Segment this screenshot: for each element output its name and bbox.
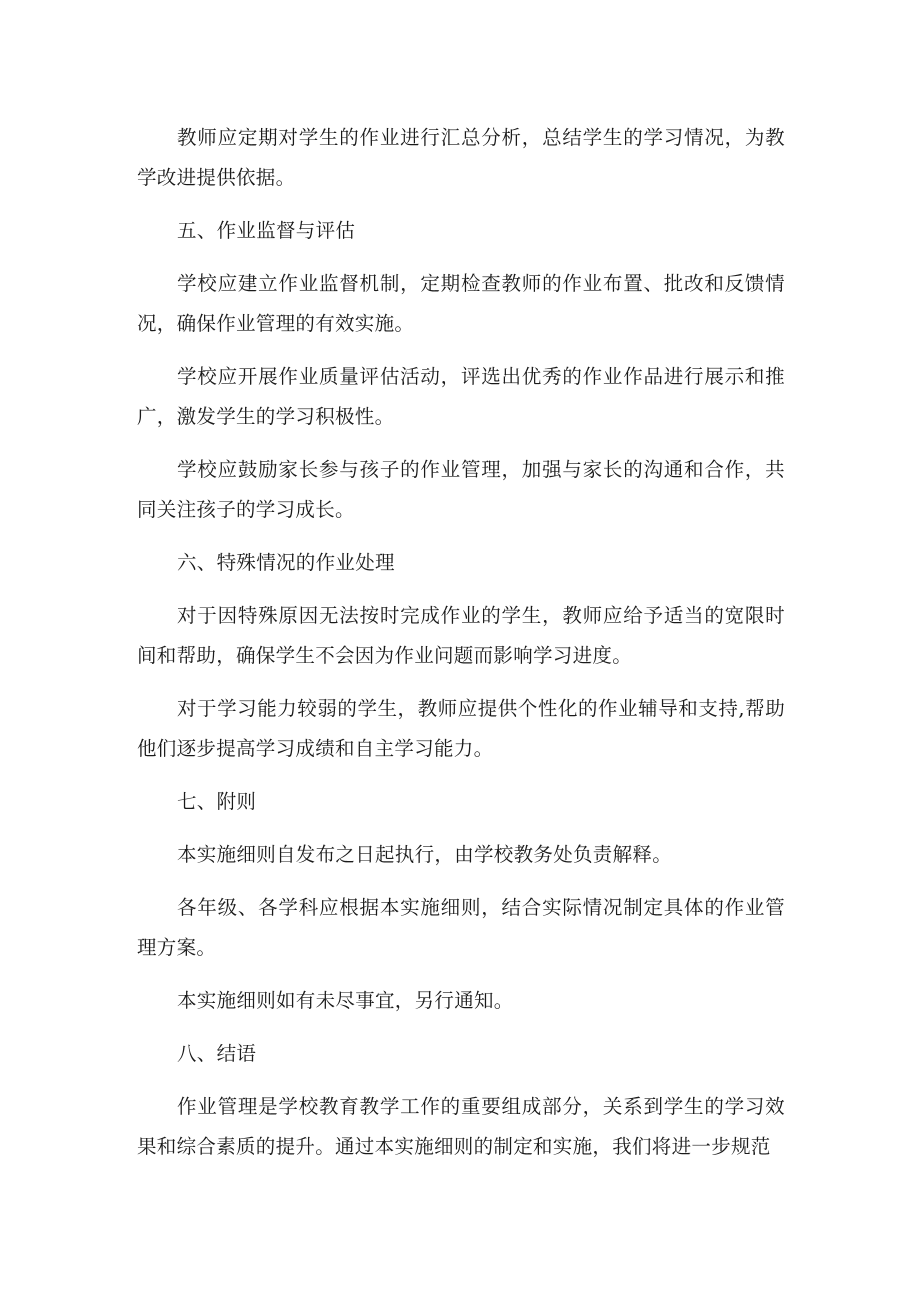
para-grade-plans: 各年级、各学科应根据本实施细则，结合实际情况制定具体的作业管理方案。 <box>137 896 785 959</box>
heading-section-7: 七、附则 <box>177 790 257 813</box>
para-conclusion: 作业管理是学校教育教学工作的重要组成部分，关系到学生的学习效果和综合素质的提升。通过本实施细则的制定和实施，我们将进一步规范 <box>137 1095 785 1158</box>
para-quality-evaluation: 学校应开展作业质量评估活动，评选出优秀的作业作品进行展示和推广，激发学生的学习积极性。 <box>137 365 785 428</box>
para-weak-students: 对于学习能力较弱的学生，教师应提供个性化的作业辅导和支持,帮助他们逐步提高学习成绩和自主学习能力。 <box>137 697 785 760</box>
para-other-matters: 本实施细则如有未尽事宜，另行通知。 <box>177 989 514 1012</box>
para-effective-date: 本实施细则自发布之日起执行，由学校教务处负责解释。 <box>177 843 673 866</box>
heading-section-6: 六、特殊情况的作业处理 <box>177 551 395 574</box>
heading-section-5: 五、作业监督与评估 <box>177 219 356 242</box>
para-special-reasons: 对于因特殊原因无法按时完成作业的学生，教师应给予适当的宽限时间和帮助，确保学生不会因为作业问题而影响学习进度。 <box>137 604 785 667</box>
para-summary-analysis: 教师应定期对学生的作业进行汇总分析，总结学生的学习情况，为教学改进提供依据。 <box>137 126 785 189</box>
para-parent-involvement: 学校应鼓励家长参与孩子的作业管理，加强与家长的沟通和合作，共同关注孩子的学习成长。 <box>137 458 785 521</box>
document-body <box>137 118 785 1180</box>
heading-section-8: 八、结语 <box>177 1042 257 1065</box>
para-supervision-mechanism: 学校应建立作业监督机制，定期检查教师的作业布置、批改和反馈情况，确保作业管理的有效实施。 <box>137 272 785 335</box>
